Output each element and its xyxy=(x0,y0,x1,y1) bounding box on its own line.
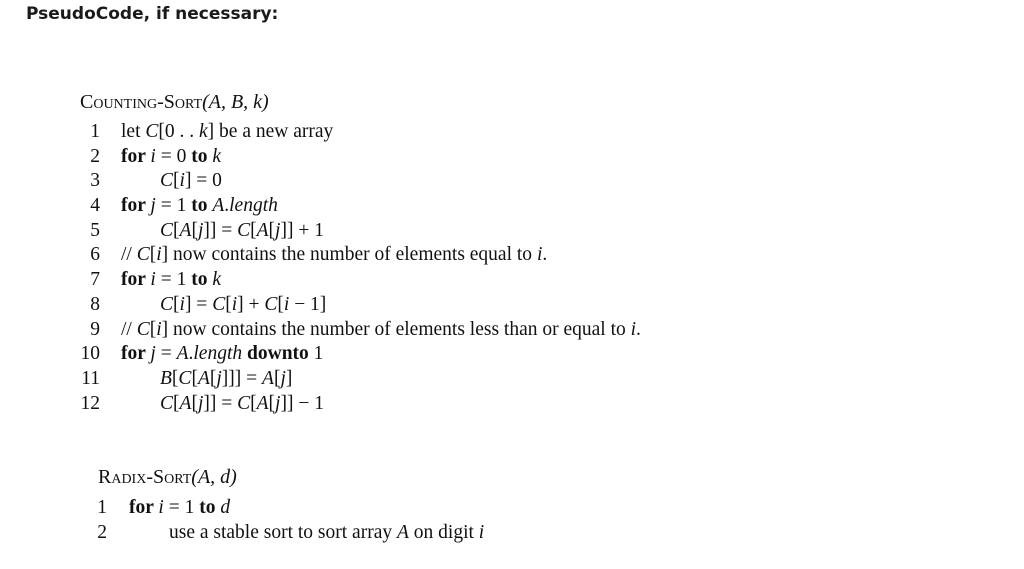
code-text: C[A[j]] = C[A[j]] − 1 xyxy=(160,392,324,414)
code-text: let C[0 . . k] be a new array xyxy=(121,121,334,142)
code-text: C[i] = C[i] + C[i − 1] xyxy=(160,293,327,315)
line-number: 4 xyxy=(90,195,100,217)
code-text: B[C[A[j]]] = A[j] xyxy=(160,367,293,389)
counting-sort-title xyxy=(80,90,269,120)
code-line xyxy=(80,293,327,318)
code-line xyxy=(80,145,269,170)
counting-sort-block xyxy=(80,90,641,416)
line-number: 2 xyxy=(97,521,107,543)
code-text: for j = 1 to A.length xyxy=(121,195,278,217)
code-comment: // C[i] now contains the number of elements equal to i. xyxy=(121,244,548,266)
line-number: 10 xyxy=(80,343,100,365)
page-heading: PseudoCode, if necessary: xyxy=(26,4,279,24)
code-line xyxy=(80,169,269,194)
code-line xyxy=(80,367,293,392)
code-line xyxy=(97,521,485,546)
line-number: 5 xyxy=(90,219,100,241)
radix-sort-block xyxy=(97,464,485,545)
code-line xyxy=(98,496,237,521)
line-number: 3 xyxy=(90,170,100,192)
code-text: for i = 1 to d xyxy=(129,497,231,518)
counting-sort-args: (A, B, k) xyxy=(202,91,269,113)
code-line xyxy=(80,219,324,244)
radix-sort-args: (A, d) xyxy=(191,466,237,488)
counting-sort-name: Counting-Sort xyxy=(80,91,203,113)
code-text: for j = A.length downto 1 xyxy=(121,343,324,365)
line-number: 6 xyxy=(90,244,100,266)
line-number: 1 xyxy=(97,497,107,518)
line-number: 12 xyxy=(80,392,100,414)
line-number: 11 xyxy=(81,367,100,389)
code-line xyxy=(80,318,641,343)
line-number: 7 xyxy=(90,269,100,291)
code-line xyxy=(80,342,324,367)
code-text: C[i] = 0 xyxy=(160,170,222,192)
code-line xyxy=(80,120,334,145)
line-number: 2 xyxy=(90,145,100,167)
line-number: 9 xyxy=(90,318,100,340)
radix-sort-name: Radix-Sort xyxy=(98,466,192,488)
radix-sort-title xyxy=(98,464,237,496)
line-number: 1 xyxy=(90,121,100,142)
code-text: for i = 1 to k xyxy=(121,269,221,291)
code-line xyxy=(80,194,278,219)
code-text: use a stable sort to sort array A on digit i xyxy=(169,521,485,543)
code-line xyxy=(80,392,324,417)
line-number: 8 xyxy=(90,293,100,315)
code-text: for i = 0 to k xyxy=(121,145,221,167)
code-line xyxy=(80,268,269,293)
code-line xyxy=(80,243,548,268)
code-text: C[A[j]] = C[A[j]] + 1 xyxy=(160,219,324,241)
code-comment: // C[i] now contains the number of elements less than or equal to i. xyxy=(121,318,641,340)
